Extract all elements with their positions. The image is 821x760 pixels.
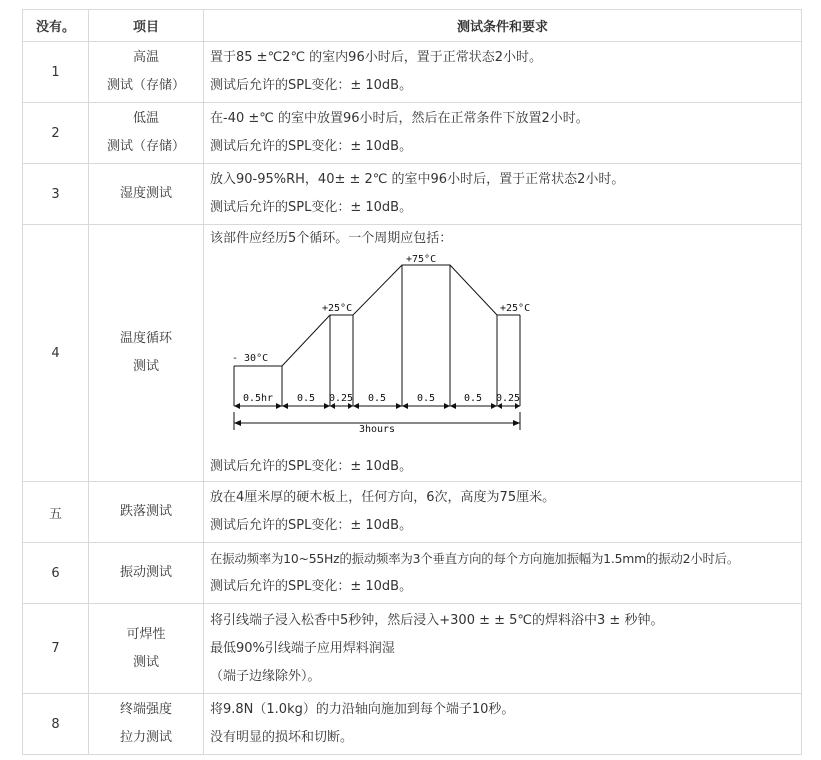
- duration-label: 0.5: [296, 393, 316, 404]
- test-condition: [204, 164, 802, 225]
- test-item-line: 跌落测试: [119, 504, 172, 519]
- test-item-line: 湿度测试: [119, 186, 172, 201]
- temperature-cycle-diagram: [230, 253, 550, 453]
- test-item-line: 温度循环: [119, 331, 172, 346]
- temp-label: +25°C: [322, 303, 353, 314]
- duration-label: 0.5: [416, 393, 436, 404]
- test-item: [89, 543, 204, 604]
- condition-line: 放在4厘米厚的硬木板上，任何方向，6次，高度为75厘米。: [210, 490, 556, 505]
- table-row: [23, 42, 802, 103]
- test-item: [89, 482, 204, 543]
- duration-label: 0.25: [328, 393, 354, 404]
- header-item: 项目: [89, 10, 204, 42]
- table-row: [23, 164, 802, 225]
- test-item-line: 振动测试: [119, 565, 172, 580]
- test-condition: [204, 604, 802, 694]
- duration-label: 0.5: [463, 393, 483, 404]
- condition-line: （端子边缘除外）。: [210, 668, 321, 684]
- condition-line: 在振动频率为10~55Hz的振动频率为3个垂直方向的每个方向施加振幅为1.5mm的振动2小时后。: [210, 551, 740, 566]
- row-number: 4: [23, 225, 89, 482]
- condition-line: 将引线端子浸入松香中5秒钟，然后浸入+300 ± ± 5℃的焊料浴中3 ± 秒钟。: [210, 612, 664, 628]
- table-row: [23, 225, 802, 482]
- test-item-line: 测试: [132, 654, 159, 670]
- table-row: [23, 103, 802, 164]
- row-number: 7: [23, 604, 89, 694]
- condition-line: 测试后允许的SPL变化：± 10dB。: [210, 518, 413, 533]
- condition-line: 将9.8N（1.0kg）的力沿轴向施加到每个端子10秒。: [210, 702, 515, 717]
- condition-line: 测试后允许的SPL变化：± 10dB。: [210, 200, 413, 215]
- duration-label: 0.25: [495, 393, 521, 404]
- test-condition: [204, 543, 802, 604]
- header-no: 没有。: [23, 10, 89, 42]
- test-item-line: 测试（存储）: [106, 78, 185, 93]
- test-condition: [204, 694, 802, 755]
- table-row: [23, 482, 802, 543]
- row-number: 6: [23, 543, 89, 604]
- test-item: [89, 694, 204, 755]
- test-item-line: 可焊性: [126, 626, 166, 642]
- condition-line: 最低90%引线端子应用焊料润湿: [210, 640, 395, 656]
- temp-label: - 30°C: [232, 353, 269, 364]
- table-row: [23, 543, 802, 604]
- test-item-line: 终端强度: [119, 702, 172, 717]
- condition-line: 测试后允许的SPL变化：± 10dB。: [210, 579, 413, 594]
- table-header-row: [23, 10, 802, 42]
- test-condition: [204, 103, 802, 164]
- duration-label: 0.5: [367, 393, 387, 404]
- header-conditions: 测试条件和要求: [204, 10, 802, 42]
- test-item: [89, 103, 204, 164]
- condition-line: 没有明显的损坏和切断。: [210, 730, 354, 745]
- test-conditions-table: [22, 9, 802, 755]
- condition-line: 置于85 ±℃2℃ 的室内96小时后，置于正常状态2小时。: [210, 50, 542, 65]
- row-number: 2: [23, 103, 89, 164]
- table-row: [23, 694, 802, 755]
- row-number: 1: [23, 42, 89, 103]
- test-item: [89, 225, 204, 482]
- row-number: 五: [23, 482, 89, 543]
- test-item: [89, 604, 204, 694]
- temp-label: +75°C: [406, 254, 437, 265]
- test-condition: [204, 225, 802, 482]
- test-item-line: 测试: [132, 359, 159, 374]
- row-number: 8: [23, 694, 89, 755]
- test-item-line: 低温: [132, 111, 159, 126]
- test-item: [89, 164, 204, 225]
- condition-line: 测试后允许的SPL变化：± 10dB。: [210, 459, 413, 474]
- condition-line: 在-40 ±℃ 的室中放置96小时后，然后在正常条件下放置2小时。: [210, 111, 589, 126]
- condition-line: 测试后允许的SPL变化：± 10dB。: [210, 78, 413, 93]
- test-condition: [204, 42, 802, 103]
- condition-line: 测试后允许的SPL变化：± 10dB。: [210, 139, 413, 154]
- total-duration-label: 3hours: [358, 424, 396, 435]
- condition-line: 该部件应经历5个循环。一个周期应包括：: [210, 231, 453, 246]
- test-item: [89, 42, 204, 103]
- test-item-line: 测试（存储）: [106, 139, 185, 154]
- duration-label: 0.5hr: [242, 393, 274, 404]
- condition-line: 放入90-95%RH，40± ± 2℃ 的室中96小时后，置于正常状态2小时。: [210, 172, 625, 187]
- table-row: [23, 604, 802, 694]
- row-number: 3: [23, 164, 89, 225]
- temp-label: +25°C: [500, 303, 531, 314]
- test-item-line: 高温: [132, 50, 159, 65]
- test-item-line: 拉力测试: [119, 730, 172, 745]
- test-condition: [204, 482, 802, 543]
